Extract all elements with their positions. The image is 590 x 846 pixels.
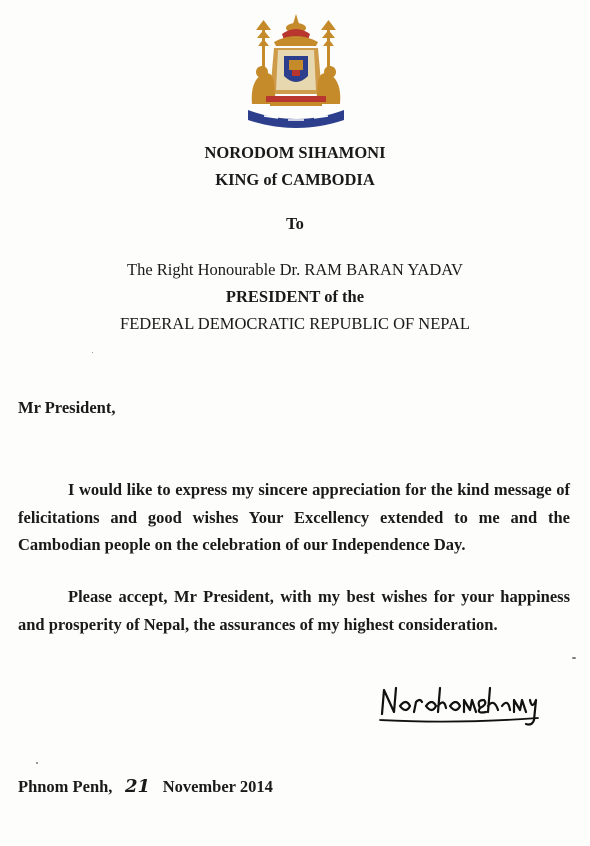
date-line xyxy=(18,777,273,797)
scan-speck xyxy=(572,657,576,659)
sender-name: NORODOM SIHAMONI xyxy=(204,143,386,162)
recipient-line-3: FEDERAL DEMOCRATIC REPUBLIC OF NEPAL xyxy=(120,314,470,333)
scan-speck xyxy=(92,352,93,353)
date-place: Phnom Penh, xyxy=(18,777,113,796)
recipient-line-1 xyxy=(0,260,590,280)
date-day: 21 xyxy=(125,776,151,797)
recipient-line-2: PRESIDENT of the xyxy=(225,287,365,306)
royal-arms-of-cambodia-icon xyxy=(244,12,348,134)
signature-image xyxy=(376,680,546,728)
salutation: Mr President, xyxy=(18,398,116,417)
body-paragraph-1: I would like to express my sincere appreciation for the kind message of felicitations and good wishes Your Excellency extended to me and the Cambodian people on the celebration of our Independence Day. xyxy=(18,480,570,554)
recipient-name: The Right Honourable Dr. RAM BARAN YADAV xyxy=(127,260,463,279)
body-paragraph-2: Please accept, Mr President, with my best wishes for your happiness and prosperity of Nepal, the assurances of my highest consideration. xyxy=(18,587,570,634)
scan-speck xyxy=(36,762,38,764)
to-label: To xyxy=(286,214,304,233)
sender-title: KING of CAMBODIA xyxy=(215,170,375,189)
date-month-year: November 2014 xyxy=(162,777,273,796)
